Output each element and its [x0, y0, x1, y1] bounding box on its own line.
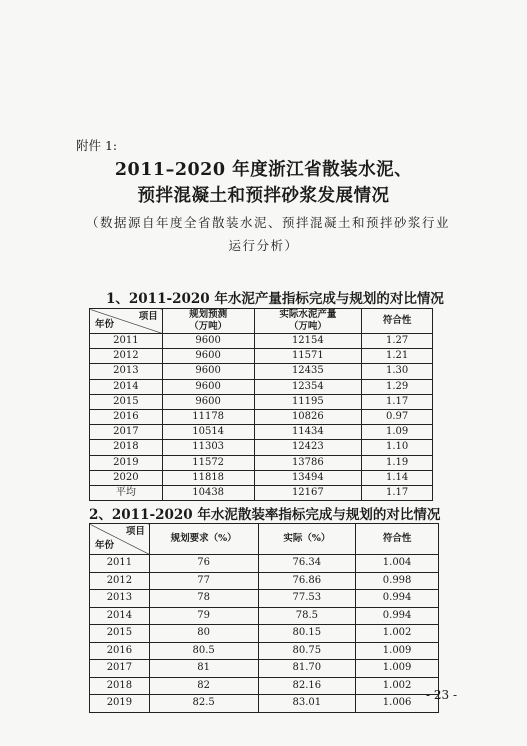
header-item-label: 项目 [138, 311, 158, 322]
header-year-label: 年份 [95, 540, 115, 551]
cell-plan: 10514 [162, 425, 254, 440]
cell-year: 2012 [90, 572, 150, 590]
cell-ratio: 1.009 [356, 660, 439, 678]
table1-caption: 1、2011-2020 年水泥产量指标完成与规划的对比情况 [106, 291, 444, 307]
cell-ratio: 1.27 [362, 334, 433, 349]
header-year-label: 年份 [95, 319, 115, 330]
cell-year: 2011 [90, 555, 150, 573]
cell-ratio: 1.09 [362, 425, 433, 440]
cell-ratio: 1.17 [362, 394, 433, 409]
cell-ratio: 1.19 [362, 455, 433, 470]
bulk-rate-table [89, 523, 439, 713]
cell-actual: 80.15 [258, 625, 356, 643]
cell-year: 2016 [90, 642, 150, 660]
table-row [90, 607, 439, 625]
cell-actual: 12154 [254, 334, 362, 349]
table-header-row [90, 309, 433, 334]
header-ratio: 符合性 [356, 524, 439, 555]
cell-ratio: 0.998 [356, 572, 439, 590]
table-row [90, 409, 433, 424]
cell-year: 平均 [90, 485, 163, 500]
cell-year: 2015 [90, 625, 150, 643]
table-row [90, 625, 439, 643]
cell-plan: 11178 [162, 409, 254, 424]
header-plan [162, 309, 254, 334]
cell-plan: 11303 [162, 440, 254, 455]
table2-caption: 2、2011-2020 年水泥散装率指标完成与规划的对比情况 [89, 507, 441, 523]
table-row [90, 695, 439, 713]
cell-plan: 81 [149, 660, 258, 678]
attachment-label: 附件 1: [76, 138, 118, 153]
cell-year: 2018 [90, 440, 163, 455]
header-plan-unit: （万吨） [189, 321, 228, 332]
cell-plan: 79 [149, 607, 258, 625]
header-actual [254, 309, 362, 334]
cell-actual: 12354 [254, 379, 362, 394]
cell-year: 2014 [90, 607, 150, 625]
header-actual: 实际（%） [258, 524, 356, 555]
cell-plan: 9600 [162, 379, 254, 394]
cell-ratio: 0.994 [356, 590, 439, 608]
cell-actual: 12435 [254, 364, 362, 379]
header-item-label: 项目 [125, 526, 145, 537]
cell-plan: 78 [149, 590, 258, 608]
header-ratio: 符合性 [362, 309, 433, 334]
table-row [90, 455, 433, 470]
cell-year: 2017 [90, 660, 150, 678]
cell-ratio: 0.994 [356, 607, 439, 625]
table-row [90, 379, 433, 394]
cell-year: 2012 [90, 349, 163, 364]
table-row [90, 485, 433, 500]
cell-plan: 82 [149, 677, 258, 695]
cell-ratio: 1.009 [356, 642, 439, 660]
cell-actual: 76.86 [258, 572, 356, 590]
cell-ratio: 1.002 [356, 625, 439, 643]
cell-ratio: 1.14 [362, 470, 433, 485]
header-actual-text: 实际水泥产量 [279, 309, 337, 320]
cell-plan: 9600 [162, 364, 254, 379]
table-row [90, 677, 439, 695]
cell-year: 2016 [90, 409, 163, 424]
cell-plan: 77 [149, 572, 258, 590]
header-actual-unit: （万吨） [288, 321, 327, 332]
cell-ratio: 1.10 [362, 440, 433, 455]
cell-plan: 10438 [162, 485, 254, 500]
table-row [90, 394, 433, 409]
cell-year: 2014 [90, 379, 163, 394]
cell-actual: 80.75 [258, 642, 356, 660]
cell-plan: 80.5 [149, 642, 258, 660]
cell-year: 2011 [90, 334, 163, 349]
cell-plan: 11818 [162, 470, 254, 485]
table-row [90, 660, 439, 678]
page-number: - 23 - [425, 688, 457, 702]
header-plan-text: 规划预测 [189, 309, 228, 320]
source-note-line1: （数据源自年度全省散装水泥、预拌混凝土和预拌砂浆行业 [86, 215, 451, 230]
cell-actual: 13786 [254, 455, 362, 470]
table-row [90, 555, 439, 573]
cell-actual: 11434 [254, 425, 362, 440]
cell-ratio: 1.21 [362, 349, 433, 364]
cell-plan: 82.5 [149, 695, 258, 713]
cell-plan: 9600 [162, 334, 254, 349]
table-row [90, 590, 439, 608]
table-row [90, 642, 439, 660]
table-row [90, 440, 433, 455]
cell-ratio: 1.002 [356, 677, 439, 695]
header-plan: 规划要求（%） [149, 524, 258, 555]
cell-actual: 81.70 [258, 660, 356, 678]
table-header-row [90, 524, 439, 555]
cell-ratio: 1.29 [362, 379, 433, 394]
cell-plan: 9600 [162, 349, 254, 364]
cell-plan: 80 [149, 625, 258, 643]
cell-ratio: 1.006 [356, 695, 439, 713]
table-row [90, 572, 439, 590]
table-row [90, 364, 433, 379]
source-note-line2: 运行分析） [228, 238, 299, 253]
cell-year: 2017 [90, 425, 163, 440]
cell-actual: 13494 [254, 470, 362, 485]
cell-year: 2019 [90, 455, 163, 470]
cell-plan: 9600 [162, 394, 254, 409]
cell-ratio: 1.004 [356, 555, 439, 573]
table-row [90, 470, 433, 485]
cell-actual: 76.34 [258, 555, 356, 573]
header-diagonal-cell [90, 524, 150, 555]
cell-year: 2019 [90, 695, 150, 713]
cell-year: 2020 [90, 470, 163, 485]
header-diagonal-cell [90, 309, 163, 334]
cell-year: 2018 [90, 677, 150, 695]
cell-actual: 11195 [254, 394, 362, 409]
cell-actual: 10826 [254, 409, 362, 424]
cell-year: 2013 [90, 364, 163, 379]
cell-actual: 12423 [254, 440, 362, 455]
cell-ratio: 1.30 [362, 364, 433, 379]
cell-actual: 12167 [254, 485, 362, 500]
cement-output-table [89, 308, 433, 501]
cell-plan: 11572 [162, 455, 254, 470]
cell-ratio: 1.17 [362, 485, 433, 500]
cell-year: 2013 [90, 590, 150, 608]
cell-actual: 82.16 [258, 677, 356, 695]
cell-actual: 78.5 [258, 607, 356, 625]
cell-year: 2015 [90, 394, 163, 409]
cell-actual: 83.01 [258, 695, 356, 713]
table-row [90, 425, 433, 440]
table-row [90, 334, 433, 349]
cell-actual: 11571 [254, 349, 362, 364]
document-title-line1: 2011–2020 年度浙江省散装水泥、 [114, 160, 413, 180]
document-title-line2: 预拌混凝土和预拌砂浆发展情况 [137, 186, 390, 206]
table-row [90, 349, 433, 364]
cell-actual: 77.53 [258, 590, 356, 608]
cell-ratio: 0.97 [362, 409, 433, 424]
cell-plan: 76 [149, 555, 258, 573]
